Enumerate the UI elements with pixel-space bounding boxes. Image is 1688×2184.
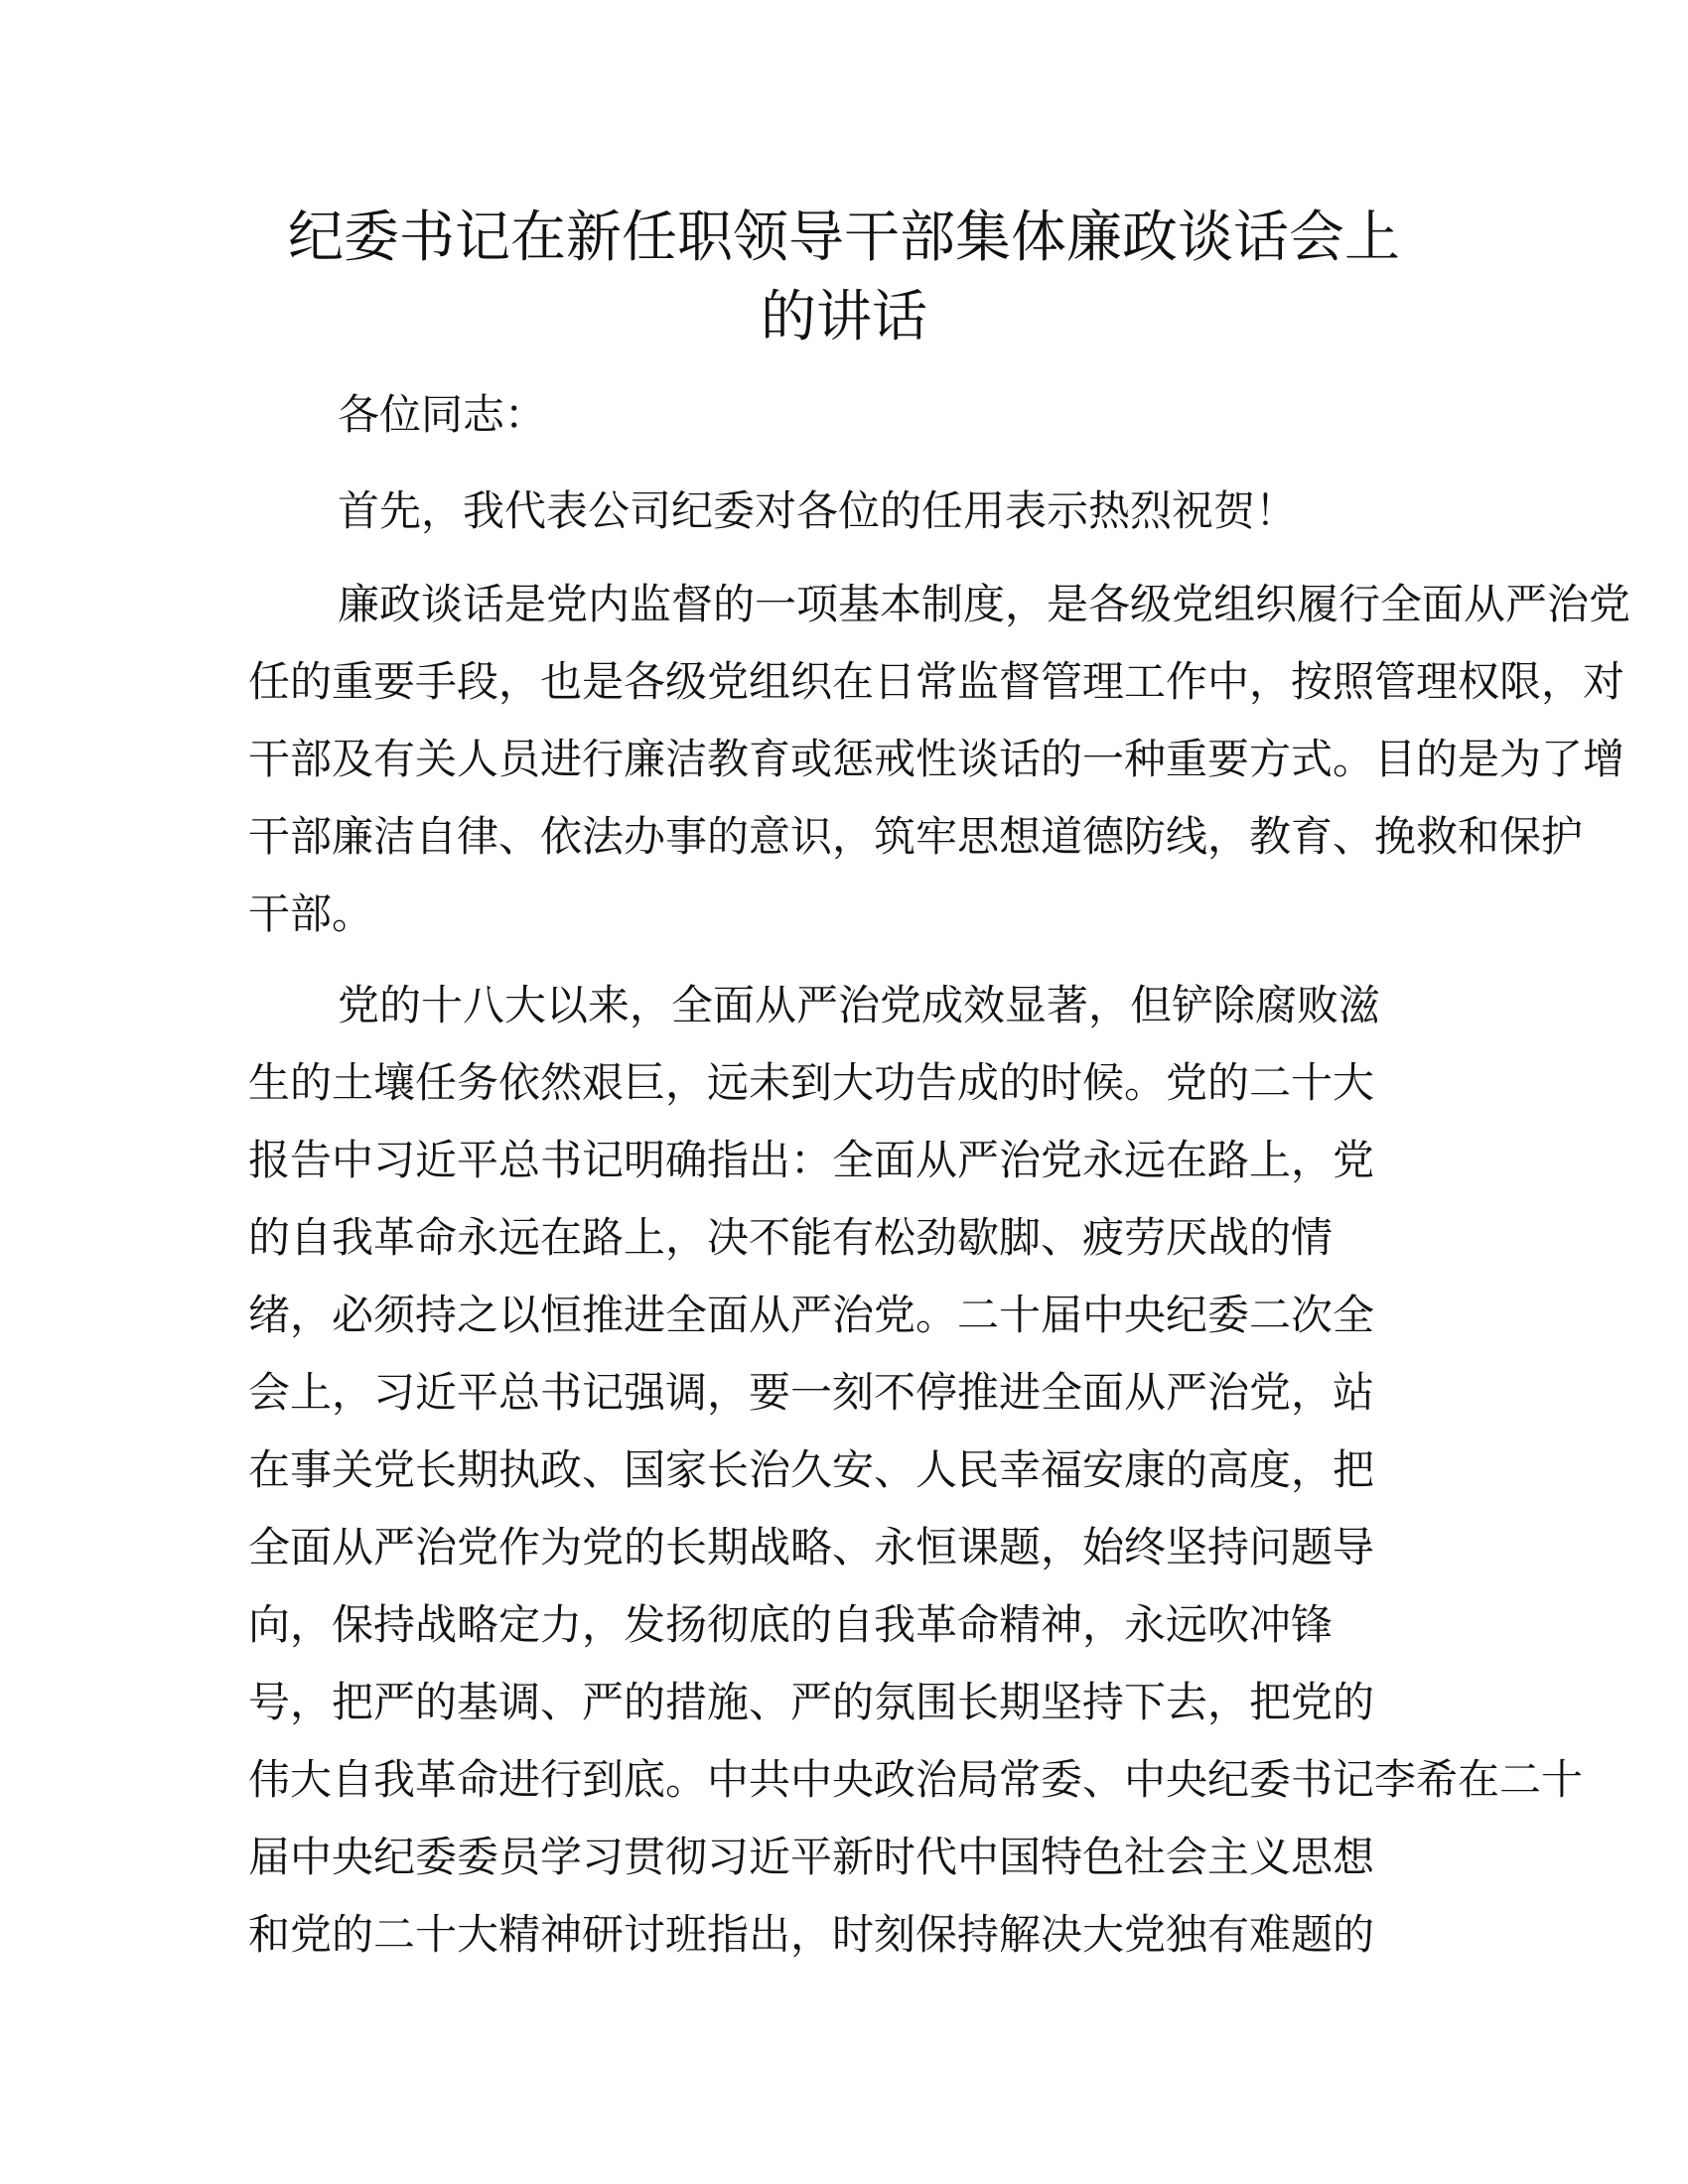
paragraph-2-line: 廉政谈话是党内监督的一项基本制度，是各级党组织履行全面从严治党 — [338, 580, 1631, 628]
salutation: 各位同志： — [338, 390, 547, 439]
paragraph-3-line: 报告中习近平总书记明确指出：全面从严治党永远在路上，党 — [248, 1136, 1375, 1184]
paragraph-1-line: 首先，我代表公司纪委对各位的任用表示热烈祝贺！ — [338, 486, 1298, 535]
paragraph-3-line: 会上，习近平总书记强调，要一刻不停推进全面从严治党，站 — [248, 1368, 1375, 1417]
paragraph-3-line: 和党的二十大精神研讨班指出，时刻保持解决大党独有难题的 — [248, 1910, 1375, 1959]
paragraph-3-line: 绪，必须持之以恒推进全面从严治党。二十届中央纪委二次全 — [248, 1291, 1375, 1339]
paragraph-3-line: 号，把严的基调、严的措施、严的氛围长期坚持下去，把党的 — [248, 1678, 1375, 1726]
paragraph-3-line: 党的十八大以来，全面从严治党成效显著，但铲除腐败滋 — [338, 981, 1381, 1029]
paragraph-3-line: 向，保持战略定力，发扬彻底的自我革命精神，永远吹冲锋 — [248, 1600, 1334, 1649]
paragraph-2-line: 干部。 — [248, 889, 374, 938]
paragraph-2-line: 任的重要手段，也是各级党组织在日常监督管理工作中，按照管理权限，对 — [248, 657, 1625, 706]
paragraph-3-line: 生的土壤任务依然艰巨，远未到大功告成的时候。党的二十大 — [248, 1058, 1375, 1107]
paragraph-3-line: 在事关党长期执政、国家长治久安、人民幸福安康的高度，把 — [248, 1445, 1375, 1494]
document-title-line-2: 的讲话 — [761, 285, 927, 349]
paragraph-2-line: 干部廉洁自律、依法办事的意识，筑牢思想道德防线，教育、挽救和保护 — [248, 812, 1584, 861]
paragraph-3-line: 的自我革命永远在路上，决不能有松劲歇脚、疲劳厌战的情 — [248, 1213, 1334, 1262]
paragraph-3-line: 全面从严治党作为党的长期战略、永恒课题，始终坚持问题导 — [248, 1523, 1375, 1571]
paragraph-3-line: 届中央纪委委员学习贯彻习近平新时代中国特色社会主义思想 — [248, 1833, 1375, 1881]
paragraph-2-line: 干部及有关人员进行廉洁教育或惩戒性谈话的一种重要方式。目的是为了增 — [248, 735, 1625, 783]
document-title-line-1: 纪委书记在新任职领导干部集体廉政谈话会上 — [288, 205, 1400, 270]
paragraph-3-line: 伟大自我革命进行到底。中共中央政治局常委、中央纪委书记李希在二十 — [248, 1755, 1584, 1804]
